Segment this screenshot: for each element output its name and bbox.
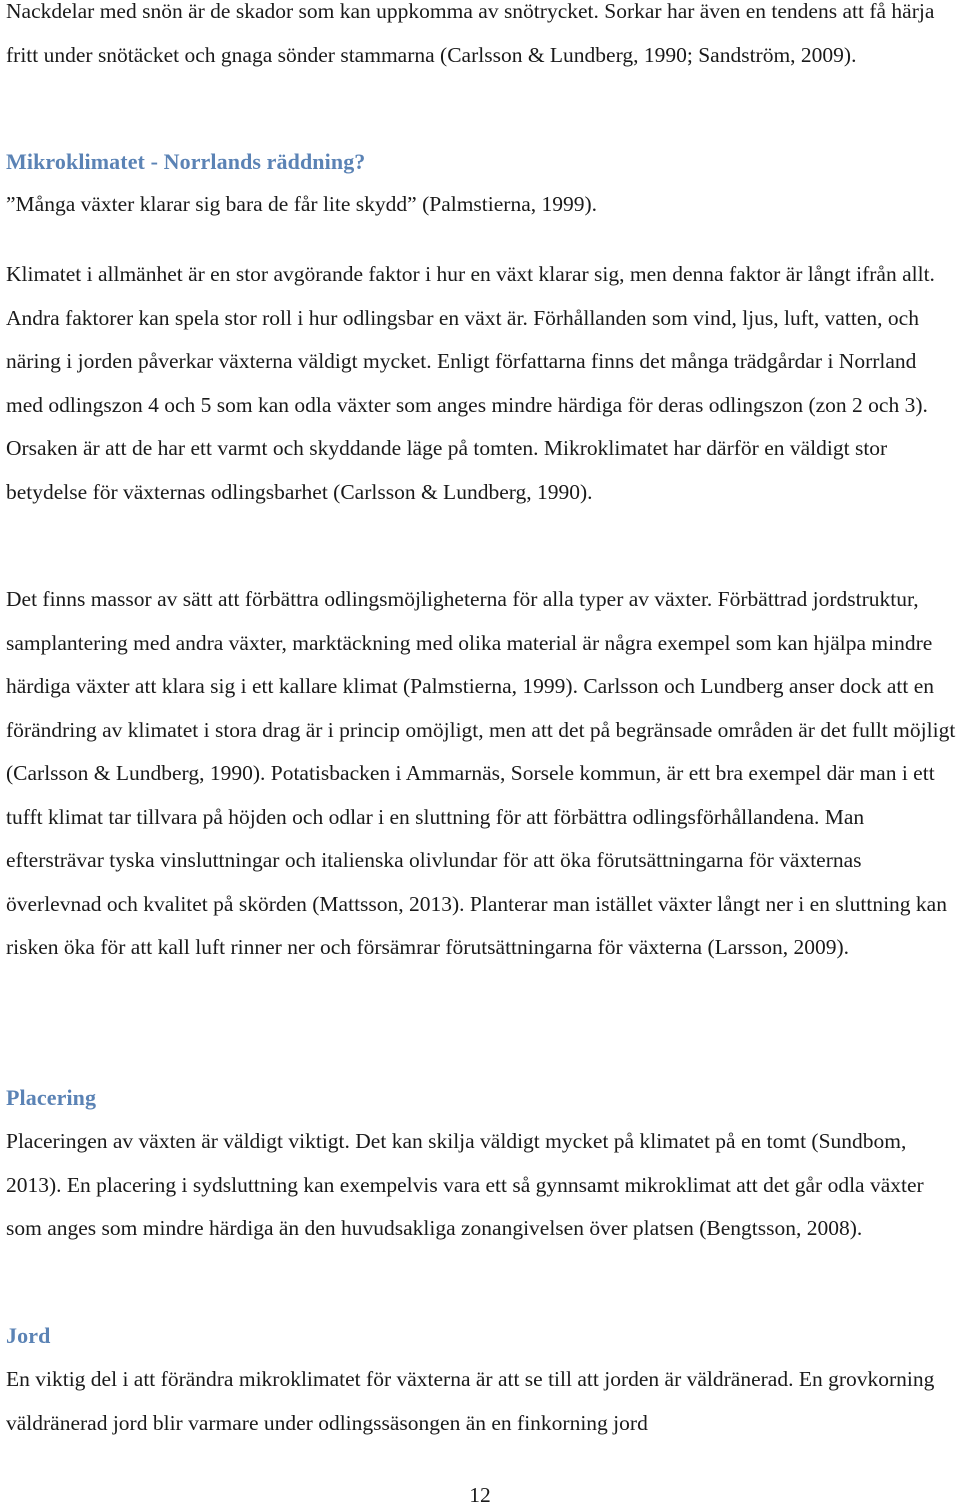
paragraph-jord: En viktig del i att förändra mikroklimatet för växterna är att se till att jorden är väldränerad. En grovkorning väldränerad jord blir varmare under odlingssäsongen än en finkorning jord — [6, 1367, 935, 1435]
paragraph-klimatet: Klimatet i allmänhet är en stor avgörande faktor i hur en växt klarar sig, men denna faktor är långt ifrån allt. Andra faktorer kan spela stor roll i hur odlingsbar en växt är. Förhållanden som vind, ljus, luft, vatten, och näring i jorden påverkar växterna väldigt mycket. Enligt författarna finns det många trädgårdar i Norrland med odlingszon 4 och 5 som kan odla växter som anges mindre härdiga för deras odlingszon (zon 2 och 3). Orsaken är att de har ett varmt och skyddande läge på tomten. Mikroklimatet har därför en väldigt stor betydelse för växternas odlingsbarhet (Carlsson & Lundberg, 1990). — [6, 262, 935, 504]
heading-placering: Placering — [6, 1085, 97, 1110]
intro-paragraph: Nackdelar med snön är de skador som kan uppkomma av snötrycket. Sorkar har även en tendens att få härja fritt under snötäcket och gnaga sönder stammarna (Carlsson & Lundberg, 1990; Sandström, 2009). — [6, 0, 935, 67]
heading-jord: Jord — [6, 1323, 51, 1348]
paragraph-odlingsmojligheter: Det finns massor av sätt att förbättra odlingsmöjligheterna för alla typer av växter. Förbättrad jordstruktur, samplantering med andra växter, marktäckning med olika material är några exempel som kan hjälpa mindre härdiga växter att klara sig i ett kallare klimat (Palmstierna, 1999). Carlsson och Lundberg anser dock att en förändring av klimatet i stora drag är i princip omöjligt, men att det på begränsade områden är det fullt möjligt (Carlsson & Lundberg, 1990). Potatisbacken i Ammarnäs, Sorsele kommun, är ett bra exempel där man i ett tufft klimat tar tillvara på höjden och odlar i en sluttning för att förbättra odlingsförhållandena. Man eftersträvar tyska vinsluttningar och italienska olivlundar för att öka förutsättningarna för växternas överlevnad och kvalitet på skörden (Mattsson, 2013). Planterar man istället växter långt ner i en sluttning kan risken öka för att kall luft rinner ner och försämrar förutsättningarna för växterna (Larsson, 2009). — [6, 587, 956, 959]
paragraph-placering: Placeringen av växten är väldigt viktigt. Det kan skilja väldigt mycket på klimatet på en tomt (Sundbom, 2013). En placering i sydsluttning kan exempelvis vara ett så gynnsamt mikroklimat att det går odla växter som anges som mindre härdiga än den huvudsakliga zonangivelsen över platsen (Bengtsson, 2008). — [6, 1129, 924, 1240]
page-number: 12 — [469, 1483, 491, 1507]
quote-palmstierna: ”Många växter klarar sig bara de får lite skydd” (Palmstierna, 1999). — [6, 192, 598, 216]
heading-mikroklimat: Mikroklimatet - Norrlands räddning? — [6, 149, 366, 174]
